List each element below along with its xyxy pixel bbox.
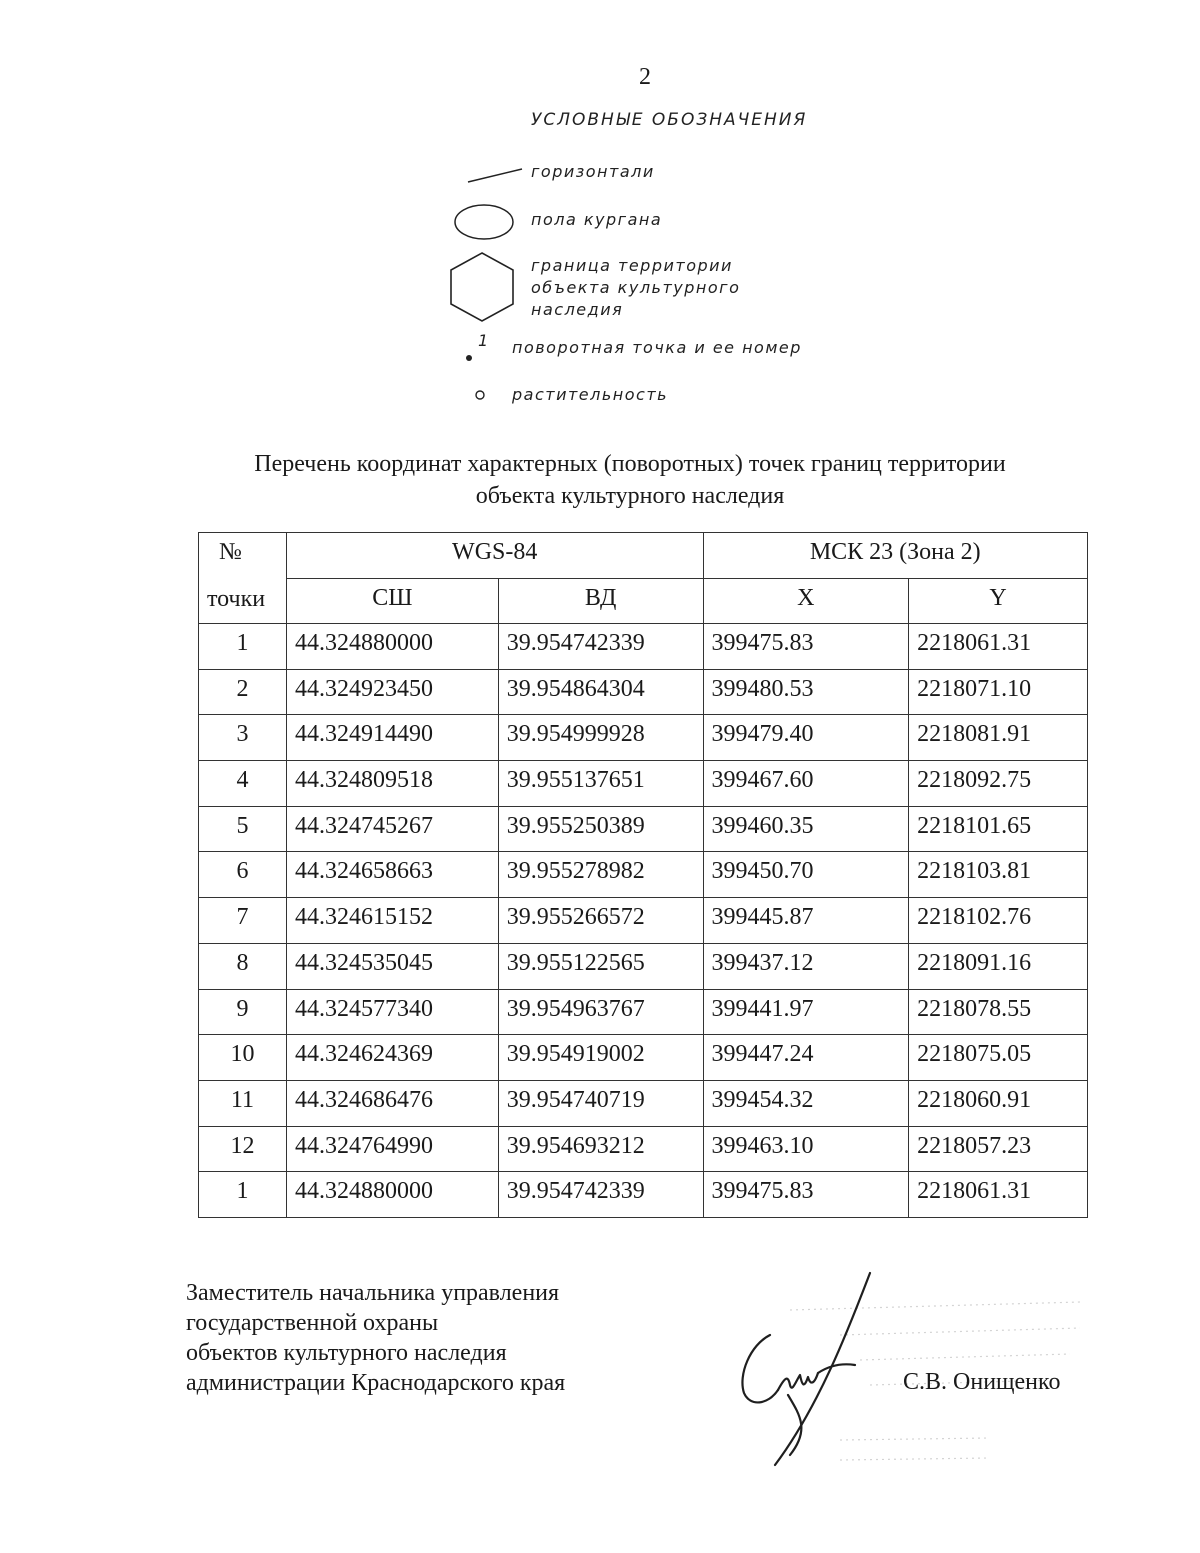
legend-label-contour: горизонтали: [531, 162, 655, 181]
signatory-position: [186, 1278, 565, 1398]
signatory-name: С.В. Онищенко: [903, 1369, 1061, 1395]
cell-y: 2218102.76: [909, 898, 1088, 944]
header-latitude: СШ: [286, 579, 498, 624]
table-row: [199, 1080, 1088, 1126]
cell-y: 2218061.31: [909, 1172, 1088, 1218]
cell-longitude: 39.954919002: [498, 1035, 703, 1081]
cell-longitude: 39.955278982: [498, 852, 703, 898]
signatory-position-line-3: объектов культурного наследия: [186, 1340, 507, 1366]
contour-line-icon: [466, 164, 526, 186]
cell-longitude: 39.954999928: [498, 715, 703, 761]
cell-y: 2218092.75: [909, 761, 1088, 807]
signatory-position-line-2: государственной охраны: [186, 1310, 439, 1336]
cell-longitude: 39.955122565: [498, 943, 703, 989]
cell-x: 399475.83: [703, 624, 909, 670]
cell-x: 399479.40: [703, 715, 909, 761]
cell-latitude: 44.324577340: [286, 989, 498, 1035]
handwritten-signature: [730, 1265, 880, 1475]
cell-y: 2218091.16: [909, 943, 1088, 989]
cell-latitude: 44.324880000: [286, 1172, 498, 1218]
table-row: [199, 806, 1088, 852]
cell-point-number: 2: [199, 669, 287, 715]
cell-latitude: 44.324923450: [286, 669, 498, 715]
page-number: 2: [639, 64, 651, 90]
table-heading: [180, 448, 1080, 512]
table-row: [199, 943, 1088, 989]
header-point-label: точки: [207, 586, 266, 612]
coordinates-table: [198, 532, 1088, 1218]
legend-label-mound: пола кургана: [531, 210, 663, 229]
header-x: X: [703, 579, 909, 624]
table-row: [199, 1172, 1088, 1218]
header-longitude: ВД: [498, 579, 703, 624]
cell-latitude: 44.324624369: [286, 1035, 498, 1081]
header-wgs84: WGS-84: [286, 533, 703, 579]
table-heading-line-1: Перечень координат характерных (поворотных) точек границ территории: [254, 451, 1006, 477]
table-row: [199, 624, 1088, 670]
header-point-number: [199, 533, 287, 624]
cell-longitude: 39.955250389: [498, 806, 703, 852]
legend-label-vegetation: растительность: [512, 385, 669, 404]
turning-point-icon: [463, 352, 475, 364]
cell-point-number: 1: [199, 1172, 287, 1218]
cell-point-number: 12: [199, 1126, 287, 1172]
signatory-position-line-1: Заместитель начальника управления: [186, 1280, 560, 1306]
cell-longitude: 39.954963767: [498, 989, 703, 1035]
legend-label-boundary-3: наследия: [531, 300, 624, 319]
cell-point-number: 3: [199, 715, 287, 761]
legend-title: УСЛОВНЫЕ ОБОЗНАЧЕНИЯ: [531, 110, 808, 130]
table-row: [199, 989, 1088, 1035]
header-no-label: №: [219, 539, 242, 565]
cell-y: 2218071.10: [909, 669, 1088, 715]
vegetation-circle-icon: [473, 388, 487, 402]
cell-y: 2218057.23: [909, 1126, 1088, 1172]
cell-x: 399441.97: [703, 989, 909, 1035]
cell-latitude: 44.324745267: [286, 806, 498, 852]
cell-point-number: 9: [199, 989, 287, 1035]
cell-y: 2218075.05: [909, 1035, 1088, 1081]
cell-latitude: 44.324764990: [286, 1126, 498, 1172]
cell-y: 2218081.91: [909, 715, 1088, 761]
table-row: [199, 1126, 1088, 1172]
cell-x: 399463.10: [703, 1126, 909, 1172]
table-heading-line-2: объекта культурного наследия: [475, 483, 785, 509]
cell-x: 399460.35: [703, 806, 909, 852]
legend-label-boundary-2: объекта культурного: [531, 278, 741, 297]
cell-latitude: 44.324880000: [286, 624, 498, 670]
cell-x: 399480.53: [703, 669, 909, 715]
cell-point-number: 11: [199, 1080, 287, 1126]
cell-point-number: 8: [199, 943, 287, 989]
cell-x: 399445.87: [703, 898, 909, 944]
cell-point-number: 4: [199, 761, 287, 807]
cell-latitude: 44.324686476: [286, 1080, 498, 1126]
cell-x: 399454.32: [703, 1080, 909, 1126]
cell-x: 399467.60: [703, 761, 909, 807]
cell-longitude: 39.955137651: [498, 761, 703, 807]
boundary-hexagon-icon: [447, 250, 517, 324]
mound-ellipse-icon: [452, 202, 516, 242]
cell-point-number: 5: [199, 806, 287, 852]
cell-longitude: 39.954864304: [498, 669, 703, 715]
cell-point-number: 6: [199, 852, 287, 898]
table-row: [199, 669, 1088, 715]
cell-x: 399447.24: [703, 1035, 909, 1081]
legend-label-turning-point: поворотная точка и ее номер: [512, 338, 802, 357]
cell-latitude: 44.324615152: [286, 898, 498, 944]
table-row: [199, 761, 1088, 807]
header-msk23: МСК 23 (Зона 2): [703, 533, 1088, 579]
cell-latitude: 44.324658663: [286, 852, 498, 898]
table-row: [199, 1035, 1088, 1081]
table-row: [199, 852, 1088, 898]
legend-label-boundary-1: граница территории: [531, 256, 733, 275]
cell-y: 2218061.31: [909, 624, 1088, 670]
cell-latitude: 44.324809518: [286, 761, 498, 807]
cell-y: 2218101.65: [909, 806, 1088, 852]
cell-point-number: 1: [199, 624, 287, 670]
cell-latitude: 44.324914490: [286, 715, 498, 761]
table-row: [199, 898, 1088, 944]
cell-latitude: 44.324535045: [286, 943, 498, 989]
cell-point-number: 7: [199, 898, 287, 944]
cell-x: 399475.83: [703, 1172, 909, 1218]
cell-longitude: 39.954740719: [498, 1080, 703, 1126]
cell-x: 399450.70: [703, 852, 909, 898]
turning-point-marker-label: 1: [478, 331, 490, 350]
cell-y: 2218103.81: [909, 852, 1088, 898]
header-y: Y: [909, 579, 1088, 624]
table-row: [199, 715, 1088, 761]
cell-y: 2218078.55: [909, 989, 1088, 1035]
cell-x: 399437.12: [703, 943, 909, 989]
cell-longitude: 39.954693212: [498, 1126, 703, 1172]
cell-y: 2218060.91: [909, 1080, 1088, 1126]
cell-longitude: 39.955266572: [498, 898, 703, 944]
cell-point-number: 10: [199, 1035, 287, 1081]
signatory-position-line-4: администрации Краснодарского края: [186, 1370, 566, 1396]
cell-longitude: 39.954742339: [498, 1172, 703, 1218]
cell-longitude: 39.954742339: [498, 624, 703, 670]
